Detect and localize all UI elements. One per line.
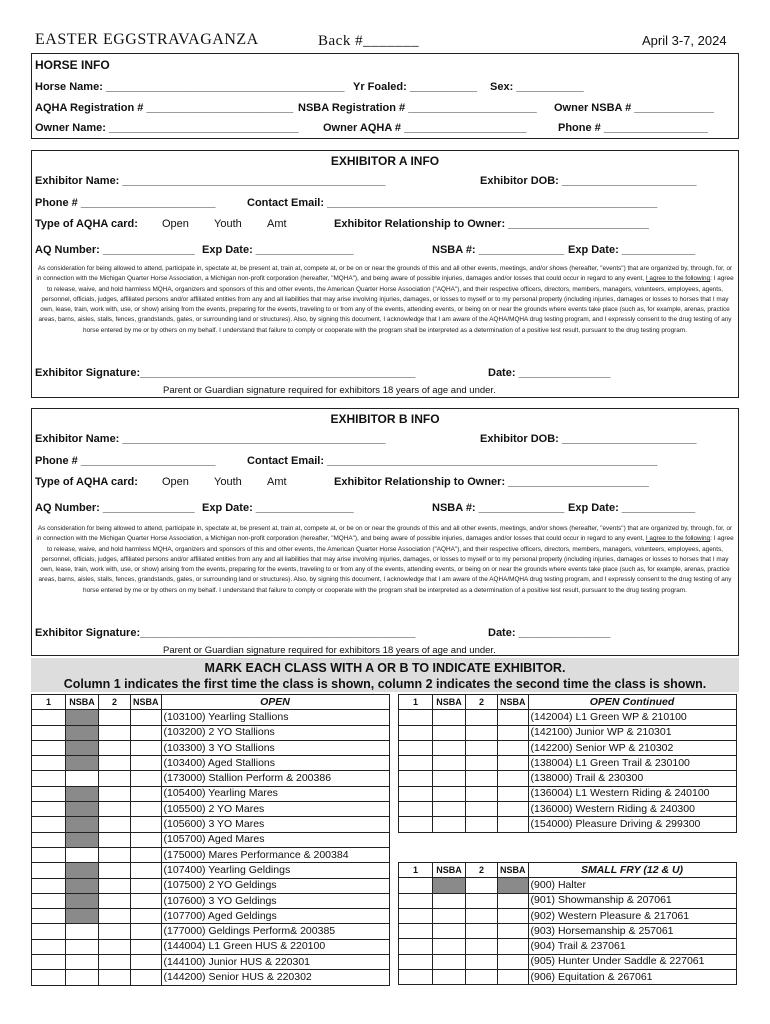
exhibitor-a-title: EXHIBITOR A INFO	[330, 154, 440, 168]
column-1-cell[interactable]	[32, 909, 66, 924]
col-2-header: 2	[466, 863, 498, 878]
nsba-1-cell[interactable]	[66, 847, 99, 862]
column-1-cell[interactable]	[32, 786, 66, 801]
nsba-2-cell[interactable]	[131, 832, 162, 847]
exhibitor-a-name-field[interactable]: Exhibitor Name: ___________________________________________	[35, 175, 386, 187]
class-name: (903) Horsemanship & 257061	[528, 924, 736, 939]
class-name: (142100) Junior WP & 210301	[528, 725, 736, 740]
exhibitor-a-aq-number-field[interactable]: AQ Number: _______________	[35, 244, 195, 256]
class-row	[399, 970, 737, 985]
event-dates: April 3-7, 2024	[642, 33, 727, 48]
column-1-cell[interactable]	[399, 893, 433, 908]
nsba-1-cell[interactable]	[433, 802, 466, 817]
instruction-line-1: MARK EACH CLASS WITH A OR B TO INDICATE EXHIBITOR.	[204, 661, 566, 675]
column-2-cell[interactable]	[466, 802, 498, 817]
class-row	[32, 786, 390, 801]
nsba-2-cell[interactable]	[498, 802, 529, 817]
exhibitor-b-card-label: Type of AQHA card:	[35, 476, 138, 488]
nsba-2-cell[interactable]	[131, 970, 162, 985]
column-2-cell[interactable]	[466, 954, 498, 969]
nsba-2-cell[interactable]	[498, 710, 529, 725]
class-name: (103300) 3 YO Stallions	[161, 740, 389, 755]
column-1-cell[interactable]	[32, 802, 66, 817]
horse-info-title: HORSE INFO	[35, 58, 110, 72]
class-row	[32, 939, 390, 954]
class-name: (900) Halter	[528, 878, 736, 893]
exhibitor-a-date-field[interactable]: Date: _______________	[488, 367, 611, 379]
class-row	[32, 710, 390, 725]
class-row	[399, 878, 737, 893]
column-1-cell[interactable]	[32, 878, 66, 893]
class-row	[399, 786, 737, 801]
exhibitor-b-exp-date-1[interactable]: Exp Date: ________________	[202, 502, 354, 514]
class-name: (144004) L1 Green HUS & 220100	[161, 939, 389, 954]
yr-foaled-field[interactable]: Yr Foaled: ___________	[353, 81, 478, 93]
column-2-cell[interactable]	[99, 863, 131, 878]
class-name: (144200) Senior HUS & 220302	[161, 970, 389, 985]
class-name: (175000) Mares Performance & 200384	[161, 847, 389, 862]
col-1-header: 1	[32, 695, 66, 710]
nsba-2-header: NSBA	[498, 695, 529, 710]
back-number[interactable]: Back #_______	[318, 33, 420, 49]
column-2-cell[interactable]	[466, 740, 498, 755]
class-name: (136004) L1 Western Riding & 240100	[528, 786, 736, 801]
exhibitor-a-dob-field[interactable]: Exhibitor DOB: ______________________	[480, 175, 697, 187]
nsba-1-cell[interactable]	[433, 786, 466, 801]
column-1-cell[interactable]	[399, 786, 433, 801]
exhibitor-b-dob-field[interactable]: Exhibitor DOB: ______________________	[480, 433, 697, 445]
class-row	[32, 893, 390, 908]
nsba-1-cell[interactable]	[433, 893, 466, 908]
nsba-2-cell	[498, 878, 529, 893]
class-name: (107500) 2 YO Geldings	[161, 878, 389, 893]
exhibitor-b-guardian-note: Parent or Guardian signature required for exhibitors 18 years of age and under.	[163, 645, 496, 656]
nsba-1-cell[interactable]	[433, 908, 466, 923]
nsba-2-cell[interactable]	[498, 954, 529, 969]
exhibitor-a-card-youth[interactable]: Youth	[214, 218, 242, 230]
sex-field[interactable]: Sex: ___________	[490, 81, 584, 93]
exhibitor-a-nsba-number-field[interactable]: NSBA #: ______________	[432, 244, 565, 256]
exhibitor-b-name-field[interactable]: Exhibitor Name: ___________________________________________	[35, 433, 386, 445]
col-1-header: 1	[399, 695, 433, 710]
table-title: OPEN	[161, 695, 389, 710]
column-1-cell[interactable]	[399, 908, 433, 923]
column-2-cell[interactable]	[99, 955, 131, 970]
column-2-cell[interactable]	[99, 817, 131, 832]
column-2-cell[interactable]	[466, 878, 498, 893]
owner-aqha-field[interactable]: Owner AQHA # ____________________	[323, 122, 527, 134]
column-2-cell[interactable]	[466, 771, 498, 786]
column-1-cell[interactable]	[32, 955, 66, 970]
nsba-2-cell[interactable]	[498, 908, 529, 923]
exhibitor-b-relationship-field[interactable]: Exhibitor Relationship to Owner: _______________________	[334, 476, 649, 488]
column-2-cell[interactable]	[466, 939, 498, 954]
column-2-cell[interactable]	[466, 710, 498, 725]
nsba-1-cell[interactable]	[66, 955, 99, 970]
class-row	[32, 878, 390, 893]
class-name: (173000) Stallion Perform & 200386	[161, 771, 389, 786]
exhibitor-a-card-amt[interactable]: Amt	[267, 218, 287, 230]
column-2-cell[interactable]	[99, 970, 131, 985]
horse-name-field[interactable]: Horse Name: _______________________________________	[35, 81, 345, 93]
column-2-cell[interactable]	[99, 847, 131, 862]
class-name: (103400) Aged Stallions	[161, 756, 389, 771]
exhibitor-a-email-field[interactable]: Contact Email: ______________________________________________________	[247, 197, 658, 209]
class-name: (107600) 3 YO Geldings	[161, 893, 389, 908]
class-name: (136000) Western Riding & 240300	[528, 802, 736, 817]
table-header-row	[399, 695, 737, 710]
column-1-cell[interactable]	[32, 710, 66, 725]
exhibitor-b-card-youth[interactable]: Youth	[214, 476, 242, 488]
exhibitor-a-section	[31, 150, 739, 398]
column-2-cell[interactable]	[466, 725, 498, 740]
column-1-cell[interactable]	[399, 771, 433, 786]
open-classes-table	[31, 694, 390, 986]
nsba-2-cell[interactable]	[131, 756, 162, 771]
nsba-1-cell	[66, 740, 99, 755]
class-name: (904) Trail & 237061	[528, 939, 736, 954]
nsba-2-cell[interactable]	[498, 756, 529, 771]
column-2-cell[interactable]	[466, 817, 498, 832]
exhibitor-b-signature-field[interactable]: Exhibitor Signature:_____________________________________________	[35, 627, 416, 639]
nsba-2-cell[interactable]	[131, 802, 162, 817]
class-name: (906) Equitation & 267061	[528, 970, 736, 985]
nsba-2-cell[interactable]	[498, 817, 529, 832]
class-row	[32, 740, 390, 755]
exhibitor-a-signature-field[interactable]: Exhibitor Signature:_____________________________________________	[35, 367, 416, 379]
class-name: (142200) Senior WP & 210302	[528, 740, 736, 755]
class-row	[32, 756, 390, 771]
table-header-row	[399, 863, 737, 878]
column-2-cell[interactable]	[99, 893, 131, 908]
class-row	[399, 771, 737, 786]
nsba-2-cell[interactable]	[131, 710, 162, 725]
exhibitor-a-card-open[interactable]: Open	[162, 218, 189, 230]
nsba-2-cell[interactable]	[498, 786, 529, 801]
class-row	[32, 970, 390, 985]
nsba-1-cell[interactable]	[433, 771, 466, 786]
class-row	[32, 802, 390, 817]
class-name: (144100) Junior HUS & 220301	[161, 955, 389, 970]
exhibitor-b-section	[31, 408, 739, 656]
owner-nsba-field[interactable]: Owner NSBA # _____________	[554, 102, 714, 114]
column-2-cell[interactable]	[466, 908, 498, 923]
col-2-header: 2	[466, 695, 498, 710]
nsba-1-cell[interactable]	[433, 970, 466, 985]
table-title: SMALL FRY (12 & U)	[528, 863, 736, 878]
nsba-2-cell[interactable]	[131, 939, 162, 954]
nsba-2-cell[interactable]	[131, 893, 162, 908]
column-2-cell[interactable]	[99, 740, 131, 755]
nsba-1-cell	[66, 725, 99, 740]
class-name: (154000) Pleasure Driving & 299300	[528, 817, 736, 832]
nsba-1-cell[interactable]	[433, 725, 466, 740]
class-row	[399, 756, 737, 771]
exhibitor-a-phone-field[interactable]: Phone # ______________________	[35, 197, 216, 209]
column-1-cell[interactable]	[32, 924, 66, 939]
exhibitor-b-phone-field[interactable]: Phone # ______________________	[35, 455, 216, 467]
column-1-cell[interactable]	[32, 740, 66, 755]
column-2-cell[interactable]	[99, 939, 131, 954]
nsba-1-cell	[66, 832, 99, 847]
event-title: EASTER EGGSTRAVAGANZA	[35, 31, 259, 48]
nsba-1-cell	[433, 878, 466, 893]
class-name: (138004) L1 Green Trail & 230100	[528, 756, 736, 771]
nsba-2-cell[interactable]	[131, 909, 162, 924]
nsba-2-cell[interactable]	[131, 771, 162, 786]
column-2-cell[interactable]	[99, 802, 131, 817]
nsba-1-cell	[66, 909, 99, 924]
small-fry-table	[398, 862, 737, 985]
class-name: (107400) Yearling Geldings	[161, 863, 389, 878]
column-2-cell[interactable]	[99, 924, 131, 939]
column-1-cell[interactable]	[399, 725, 433, 740]
column-1-cell[interactable]	[399, 756, 433, 771]
nsba-2-cell[interactable]	[498, 893, 529, 908]
nsba-1-cell	[66, 893, 99, 908]
nsba-2-cell[interactable]	[131, 725, 162, 740]
class-name: (177000) Geldings Perform& 200385	[161, 924, 389, 939]
class-row	[399, 908, 737, 923]
exhibitor-b-exp-date-2[interactable]: Exp Date: ____________	[568, 502, 696, 514]
class-name: (105600) 3 YO Mares	[161, 817, 389, 832]
column-1-cell[interactable]	[32, 863, 66, 878]
nsba-1-header: NSBA	[66, 695, 99, 710]
nsba-2-cell[interactable]	[498, 924, 529, 939]
class-row	[32, 909, 390, 924]
horse-info-section	[31, 53, 739, 139]
column-1-cell[interactable]	[32, 771, 66, 786]
exhibitor-b-date-field[interactable]: Date: _______________	[488, 627, 611, 639]
class-row	[32, 955, 390, 970]
nsba-1-cell[interactable]	[66, 924, 99, 939]
class-name: (905) Hunter Under Saddle & 227061	[528, 954, 736, 969]
nsba-2-cell[interactable]	[498, 725, 529, 740]
column-1-cell[interactable]	[399, 939, 433, 954]
class-row	[32, 832, 390, 847]
class-name: (138000) Trail & 230300	[528, 771, 736, 786]
nsba-2-cell[interactable]	[131, 863, 162, 878]
nsba-2-cell[interactable]	[131, 878, 162, 893]
class-row	[32, 924, 390, 939]
col-1-header: 1	[399, 863, 433, 878]
class-name: (103100) Yearling Stallions	[161, 710, 389, 725]
nsba-2-cell[interactable]	[131, 740, 162, 755]
instruction-line-2: Column 1 indicates the first time the class is shown, column 2 indicates the second time the class is shown.	[63, 677, 707, 691]
column-2-cell[interactable]	[466, 893, 498, 908]
class-row	[399, 939, 737, 954]
column-2-cell[interactable]	[99, 878, 131, 893]
nsba-1-cell[interactable]	[66, 939, 99, 954]
nsba-1-cell[interactable]	[433, 710, 466, 725]
column-1-cell[interactable]	[399, 970, 433, 985]
exhibitor-a-exp-date-2[interactable]: Exp Date: ____________	[568, 244, 696, 256]
exhibitor-a-exp-date-1[interactable]: Exp Date: ________________	[202, 244, 354, 256]
column-1-cell[interactable]	[32, 832, 66, 847]
class-row	[32, 817, 390, 832]
column-2-cell[interactable]	[99, 786, 131, 801]
open-continued-table	[398, 694, 737, 833]
col-2-header: 2	[99, 695, 131, 710]
nsba-2-header: NSBA	[498, 863, 529, 878]
class-row	[399, 924, 737, 939]
nsba-1-cell	[66, 817, 99, 832]
class-name: (105400) Yearling Mares	[161, 786, 389, 801]
column-2-cell[interactable]	[99, 771, 131, 786]
nsba-1-cell[interactable]	[433, 740, 466, 755]
column-1-cell[interactable]	[32, 893, 66, 908]
column-1-cell[interactable]	[399, 924, 433, 939]
column-2-cell[interactable]	[466, 924, 498, 939]
column-1-cell[interactable]	[399, 878, 433, 893]
class-name: (901) Showmanship & 207061	[528, 893, 736, 908]
nsba-2-cell[interactable]	[498, 771, 529, 786]
column-2-cell[interactable]	[99, 909, 131, 924]
nsba-2-cell[interactable]	[498, 970, 529, 985]
exhibitor-b-release-text: As consideration for being allowed to attend, participate in, spectate at, be present at, train at, compete at, or be on or near the grounds of this and all other events, meetings, and/or shows (hereafter, "events") that are organized by, through, for, or in connection with the Michigan Quarter Horse Association, a Michigan non-profit corporation (hereafter, "MQHA"), and being aware of possible injuries, damages and/or losses that could occur in regard to any event, I agree to the following: I agree to release, waive, and hold harmless MQHA, organizers and sponsors of this and other events, the American Quarter Horse Association ("AQHA"), and their respective officers, directors, members, managers, volunteers, employees, agents, personnel, officials, judges, affiliated persons and/or affiliated entities from any and all liabilities that may arise involving injuries, damages, or losses to myself or to my personal property (including injuries, damages or losses to horses that I may own, lease, train, work with, use, or show) arising from the events, preparing for the events, traveling to or from any of the events, attending events, or being on or near the grounds where events take place (such as, for example, arenas, practice areas, barns, aisles, stalls, fences, grandstands, gates, or surrounding land or structures). Also, by signing this document, I acknowledge that I am aware of the AQHA/MQHA drug testing program, and I expressly consent to the drug testing of any horse entered by me or by others on my behalf. I understand that failure to comply or cooperate with the program shall be interpreted as a determination of a positive test result, pursuant to the drug testing program.	[36, 525, 734, 594]
column-2-cell[interactable]	[466, 756, 498, 771]
class-row	[399, 740, 737, 755]
column-2-cell[interactable]	[99, 756, 131, 771]
column-2-cell[interactable]	[99, 725, 131, 740]
class-name: (107700) Aged Geldings	[161, 909, 389, 924]
class-row	[32, 725, 390, 740]
exhibitor-b-title: EXHIBITOR B INFO	[330, 412, 440, 426]
nsba-1-cell[interactable]	[433, 756, 466, 771]
column-1-cell[interactable]	[399, 802, 433, 817]
column-2-cell[interactable]	[99, 832, 131, 847]
nsba-registration-field[interactable]: NSBA Registration # _____________________	[298, 102, 537, 114]
class-name: (103200) 2 YO Stallions	[161, 725, 389, 740]
nsba-2-cell[interactable]	[131, 955, 162, 970]
class-name: (142004) L1 Green WP & 210100	[528, 710, 736, 725]
nsba-1-cell	[66, 878, 99, 893]
class-row	[399, 725, 737, 740]
instruction-banner	[31, 658, 739, 692]
nsba-1-cell[interactable]	[433, 817, 466, 832]
class-name: (105700) Aged Mares	[161, 832, 389, 847]
column-1-cell[interactable]	[32, 756, 66, 771]
table-title: OPEN Continued	[528, 695, 736, 710]
column-1-cell[interactable]	[32, 817, 66, 832]
column-2-cell[interactable]	[466, 970, 498, 985]
nsba-1-cell[interactable]	[433, 924, 466, 939]
exhibitor-b-nsba-number-field[interactable]: NSBA #: ______________	[432, 502, 565, 514]
column-1-cell[interactable]	[399, 710, 433, 725]
column-1-cell[interactable]	[399, 740, 433, 755]
aqha-registration-field[interactable]: AQHA Registration # ________________________	[35, 102, 294, 114]
class-name: (105500) 2 YO Mares	[161, 802, 389, 817]
column-1-cell[interactable]	[32, 970, 66, 985]
exhibitor-b-aq-number-field[interactable]: AQ Number: _______________	[35, 502, 195, 514]
class-row	[32, 847, 390, 862]
column-2-cell[interactable]	[466, 786, 498, 801]
nsba-1-cell	[66, 863, 99, 878]
nsba-1-cell[interactable]	[433, 939, 466, 954]
nsba-1-cell	[66, 756, 99, 771]
nsba-2-cell[interactable]	[498, 939, 529, 954]
exhibitor-b-card-amt[interactable]: Amt	[267, 476, 287, 488]
nsba-1-cell[interactable]	[66, 970, 99, 985]
nsba-1-header: NSBA	[433, 863, 466, 878]
exhibitor-a-relationship-field[interactable]: Exhibitor Relationship to Owner: _______________________	[334, 218, 649, 230]
nsba-2-cell[interactable]	[131, 924, 162, 939]
class-name: (902) Western Pleasure & 217061	[528, 908, 736, 923]
class-row	[32, 863, 390, 878]
nsba-1-cell	[66, 786, 99, 801]
exhibitor-b-email-field[interactable]: Contact Email: ______________________________________________________	[247, 455, 658, 467]
class-row	[399, 893, 737, 908]
class-row	[399, 954, 737, 969]
exhibitor-b-card-open[interactable]: Open	[162, 476, 189, 488]
nsba-1-cell[interactable]	[433, 954, 466, 969]
nsba-2-cell[interactable]	[131, 817, 162, 832]
table-header-row	[32, 695, 390, 710]
nsba-1-header: NSBA	[433, 695, 466, 710]
owner-name-field[interactable]: Owner Name: _______________________________	[35, 122, 299, 134]
column-1-cell[interactable]	[32, 939, 66, 954]
nsba-2-cell[interactable]	[131, 847, 162, 862]
nsba-1-cell[interactable]	[66, 771, 99, 786]
owner-phone-field[interactable]: Phone # _________________	[558, 122, 708, 134]
class-row	[32, 771, 390, 786]
column-1-cell[interactable]	[399, 817, 433, 832]
nsba-2-cell[interactable]	[498, 740, 529, 755]
nsba-2-header: NSBA	[131, 695, 162, 710]
nsba-1-cell	[66, 710, 99, 725]
exhibitor-a-card-label: Type of AQHA card:	[35, 218, 138, 230]
class-row	[399, 710, 737, 725]
column-1-cell[interactable]	[32, 725, 66, 740]
class-row	[399, 817, 737, 832]
exhibitor-a-guardian-note: Parent or Guardian signature required for exhibitors 18 years of age and under.	[163, 385, 496, 396]
class-row	[399, 802, 737, 817]
column-1-cell[interactable]	[32, 847, 66, 862]
column-2-cell[interactable]	[99, 710, 131, 725]
nsba-2-cell[interactable]	[131, 786, 162, 801]
column-1-cell[interactable]	[399, 954, 433, 969]
exhibitor-a-release-text: As consideration for being allowed to attend, participate in, spectate at, be present at, train at, compete at, or be on or near the grounds of this and all other events, meetings, and/or shows (hereafter, "events") that are organized by, through, for, or in connection with the Michigan Quarter Horse Association, a Michigan non-profit corporation (hereafter, "MQHA"), and being aware of possible injuries, damages and/or losses that could occur in regard to any event, I agree to the following: I agree to release, waive, and hold harmless MQHA, organizers and sponsors of this and other events, the American Quarter Horse Association ("AQHA"), and their respective officers, directors, members, managers, volunteers, employees, agents, personnel, officials, judges, affiliated persons and/or affiliated entities from any and all liabilities that may arise involving injuries, damages, or losses to myself or to my personal property (including injuries, damages or losses to horses that I may own, lease, train, work with, use, or show) arising from the events, preparing for the events, traveling to or from any of the events, attending events, or being on or near the grounds where events take place (such as, for example, arenas, practice areas, barns, aisles, stalls, fences, grandstands, gates, or surrounding land or structures). Also, by signing this document, I acknowledge that I am aware of the AQHA/MQHA drug testing program, and I expressly consent to the drug testing of any horse entered by me or by others on my behalf. I understand that failure to comply or cooperate with the program shall be interpreted as a determination of a positive test result, pursuant to the drug testing program.	[36, 265, 734, 334]
nsba-1-cell	[66, 802, 99, 817]
